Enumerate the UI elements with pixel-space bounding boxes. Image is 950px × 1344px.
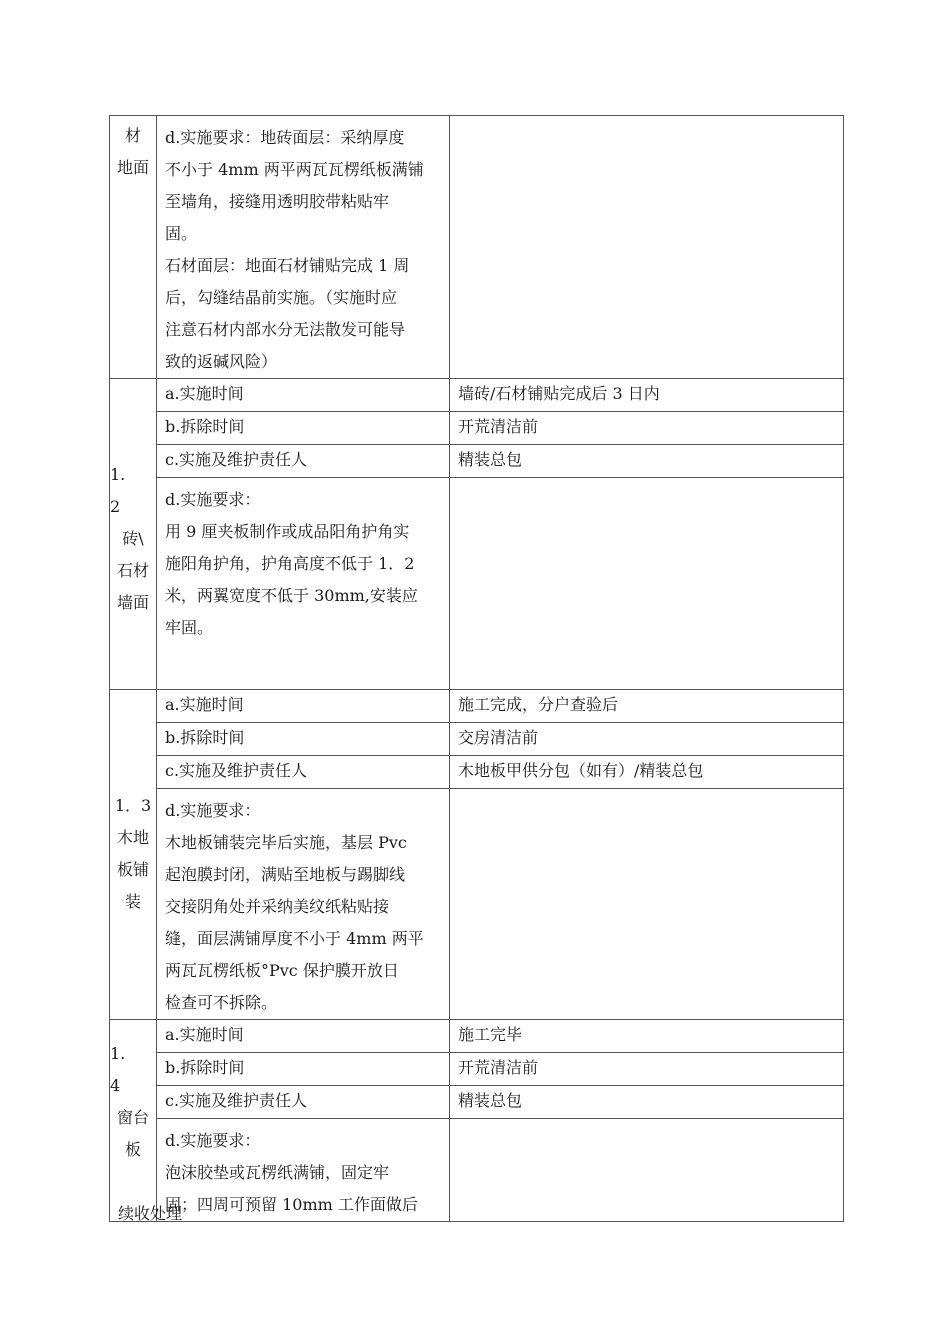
requirement-line: 注意石材内部水分无法散发可能导: [165, 320, 406, 339]
table-row: [110, 445, 844, 478]
requirement-line: d.实施要求：: [165, 801, 261, 820]
table-row: [110, 690, 844, 723]
requirement-line: d.实施要求：地砖面层：采纳厚度: [165, 128, 405, 147]
requirement-line: 后，勾缝结晶前实施。（实施时应: [165, 288, 398, 307]
item-label: a.实施时间: [157, 690, 450, 723]
requirement-line: 固。: [165, 224, 198, 243]
requirement-line: 缝，面层满铺厚度不小于 4mm 两平: [165, 929, 424, 948]
table-row: [110, 478, 844, 690]
protection-spec-table: [109, 115, 844, 1222]
table-row: [110, 1053, 844, 1086]
item-label: c.实施及维护责任人: [157, 756, 450, 789]
item-label: b.拆除时间: [157, 412, 450, 445]
table-row: [110, 379, 844, 412]
item-label: a.实施时间: [157, 379, 450, 412]
item-value: 开荒清洁前: [450, 412, 844, 445]
table-row: [110, 789, 844, 1020]
table-row: [110, 1119, 844, 1222]
empty-value-cell: [450, 116, 844, 379]
section-number: 1. 4: [110, 1044, 126, 1095]
section-label-1-2: [110, 379, 157, 690]
requirement-line: 交接阴角处并采纳美纹纸粘贴接: [165, 897, 390, 916]
requirement-line: 石材面层：地面石材铺贴完成 1 周: [165, 256, 410, 275]
requirement-line: 起泡膜封闭，满贴至地板与踢脚线: [165, 865, 406, 884]
requirement-line: 不小于 4mm 两平两瓦瓦楞纸板满铺: [165, 160, 424, 179]
section-number: 1. 2: [110, 465, 126, 516]
empty-value-cell: [450, 478, 844, 690]
item-label: a.实施时间: [157, 1020, 450, 1053]
empty-value-cell: [450, 1119, 844, 1222]
empty-value-cell: [450, 789, 844, 1020]
requirement-line: 检查可不拆除。: [165, 993, 278, 1012]
table-row: [110, 723, 844, 756]
requirement-line: 至墙角，接缝用透明胶带粘贴牢: [165, 192, 390, 211]
requirement-line: 牢固。: [165, 618, 214, 637]
item-label: c.实施及维护责任人: [157, 445, 450, 478]
section-label-1-4: [110, 1020, 157, 1222]
item-value: 木地板甲供分包（如有）/精装总包: [450, 756, 844, 789]
table-row: [110, 1020, 844, 1053]
item-label: b.拆除时间: [157, 1053, 450, 1086]
item-label: c.实施及维护责任人: [157, 1086, 450, 1119]
requirement-line: 米，两翼宽度不低于 30mm,安装应: [165, 586, 418, 605]
requirement-line: 固；四周可预留 10mm 工作面做后: [165, 1195, 418, 1214]
item-value: 精装总包: [450, 445, 844, 478]
item-value: 墙砖/石材铺贴完成后 3 日内: [450, 379, 844, 412]
table-row: [110, 116, 844, 379]
item-label: b.拆除时间: [157, 723, 450, 756]
requirement-cell: [157, 1119, 450, 1222]
item-value: 施工完成，分户查验后: [450, 690, 844, 723]
section-label-text: 窗台 板: [116, 1108, 149, 1159]
requirement-line: 两瓦瓦楞纸板°Pvc 保护膜开放日: [165, 961, 399, 980]
item-value: 施工完毕: [450, 1020, 844, 1053]
requirement-line: 致的返碱风险）: [165, 352, 278, 371]
table-row: [110, 1086, 844, 1119]
requirement-line: 泡沫胶垫或瓦楞纸满铺，固定牢: [165, 1163, 390, 1182]
requirement-cell: [157, 789, 450, 1020]
requirement-line: 用 9 厘夹板制作或成品阳角护角实: [165, 522, 410, 541]
section-label-text: 1．3 木地 板铺 装: [114, 796, 152, 911]
requirement-line: d.实施要求：: [165, 1131, 261, 1150]
table-row: [110, 412, 844, 445]
section-label-1-3: [110, 690, 157, 1020]
requirement-line: 木地板铺装完毕后实施，基层 Pvc: [165, 833, 407, 852]
item-value: 开荒清洁前: [450, 1053, 844, 1086]
requirement-line: 施阳角护角，护角高度不低于 1．2: [165, 554, 415, 573]
requirement-cell: [157, 116, 450, 379]
item-value: 交房清洁前: [450, 723, 844, 756]
section-label-floor: [110, 116, 157, 379]
section-label-text: 材 地面: [116, 126, 149, 177]
item-value: 精装总包: [450, 1086, 844, 1119]
table-row: [110, 756, 844, 789]
requirement-cell: [157, 478, 450, 690]
section-label-text: 砖\ 石材 墙面: [116, 529, 149, 612]
continuation-text: 续收处理: [118, 1204, 183, 1223]
requirement-line: d.实施要求：: [165, 490, 261, 509]
